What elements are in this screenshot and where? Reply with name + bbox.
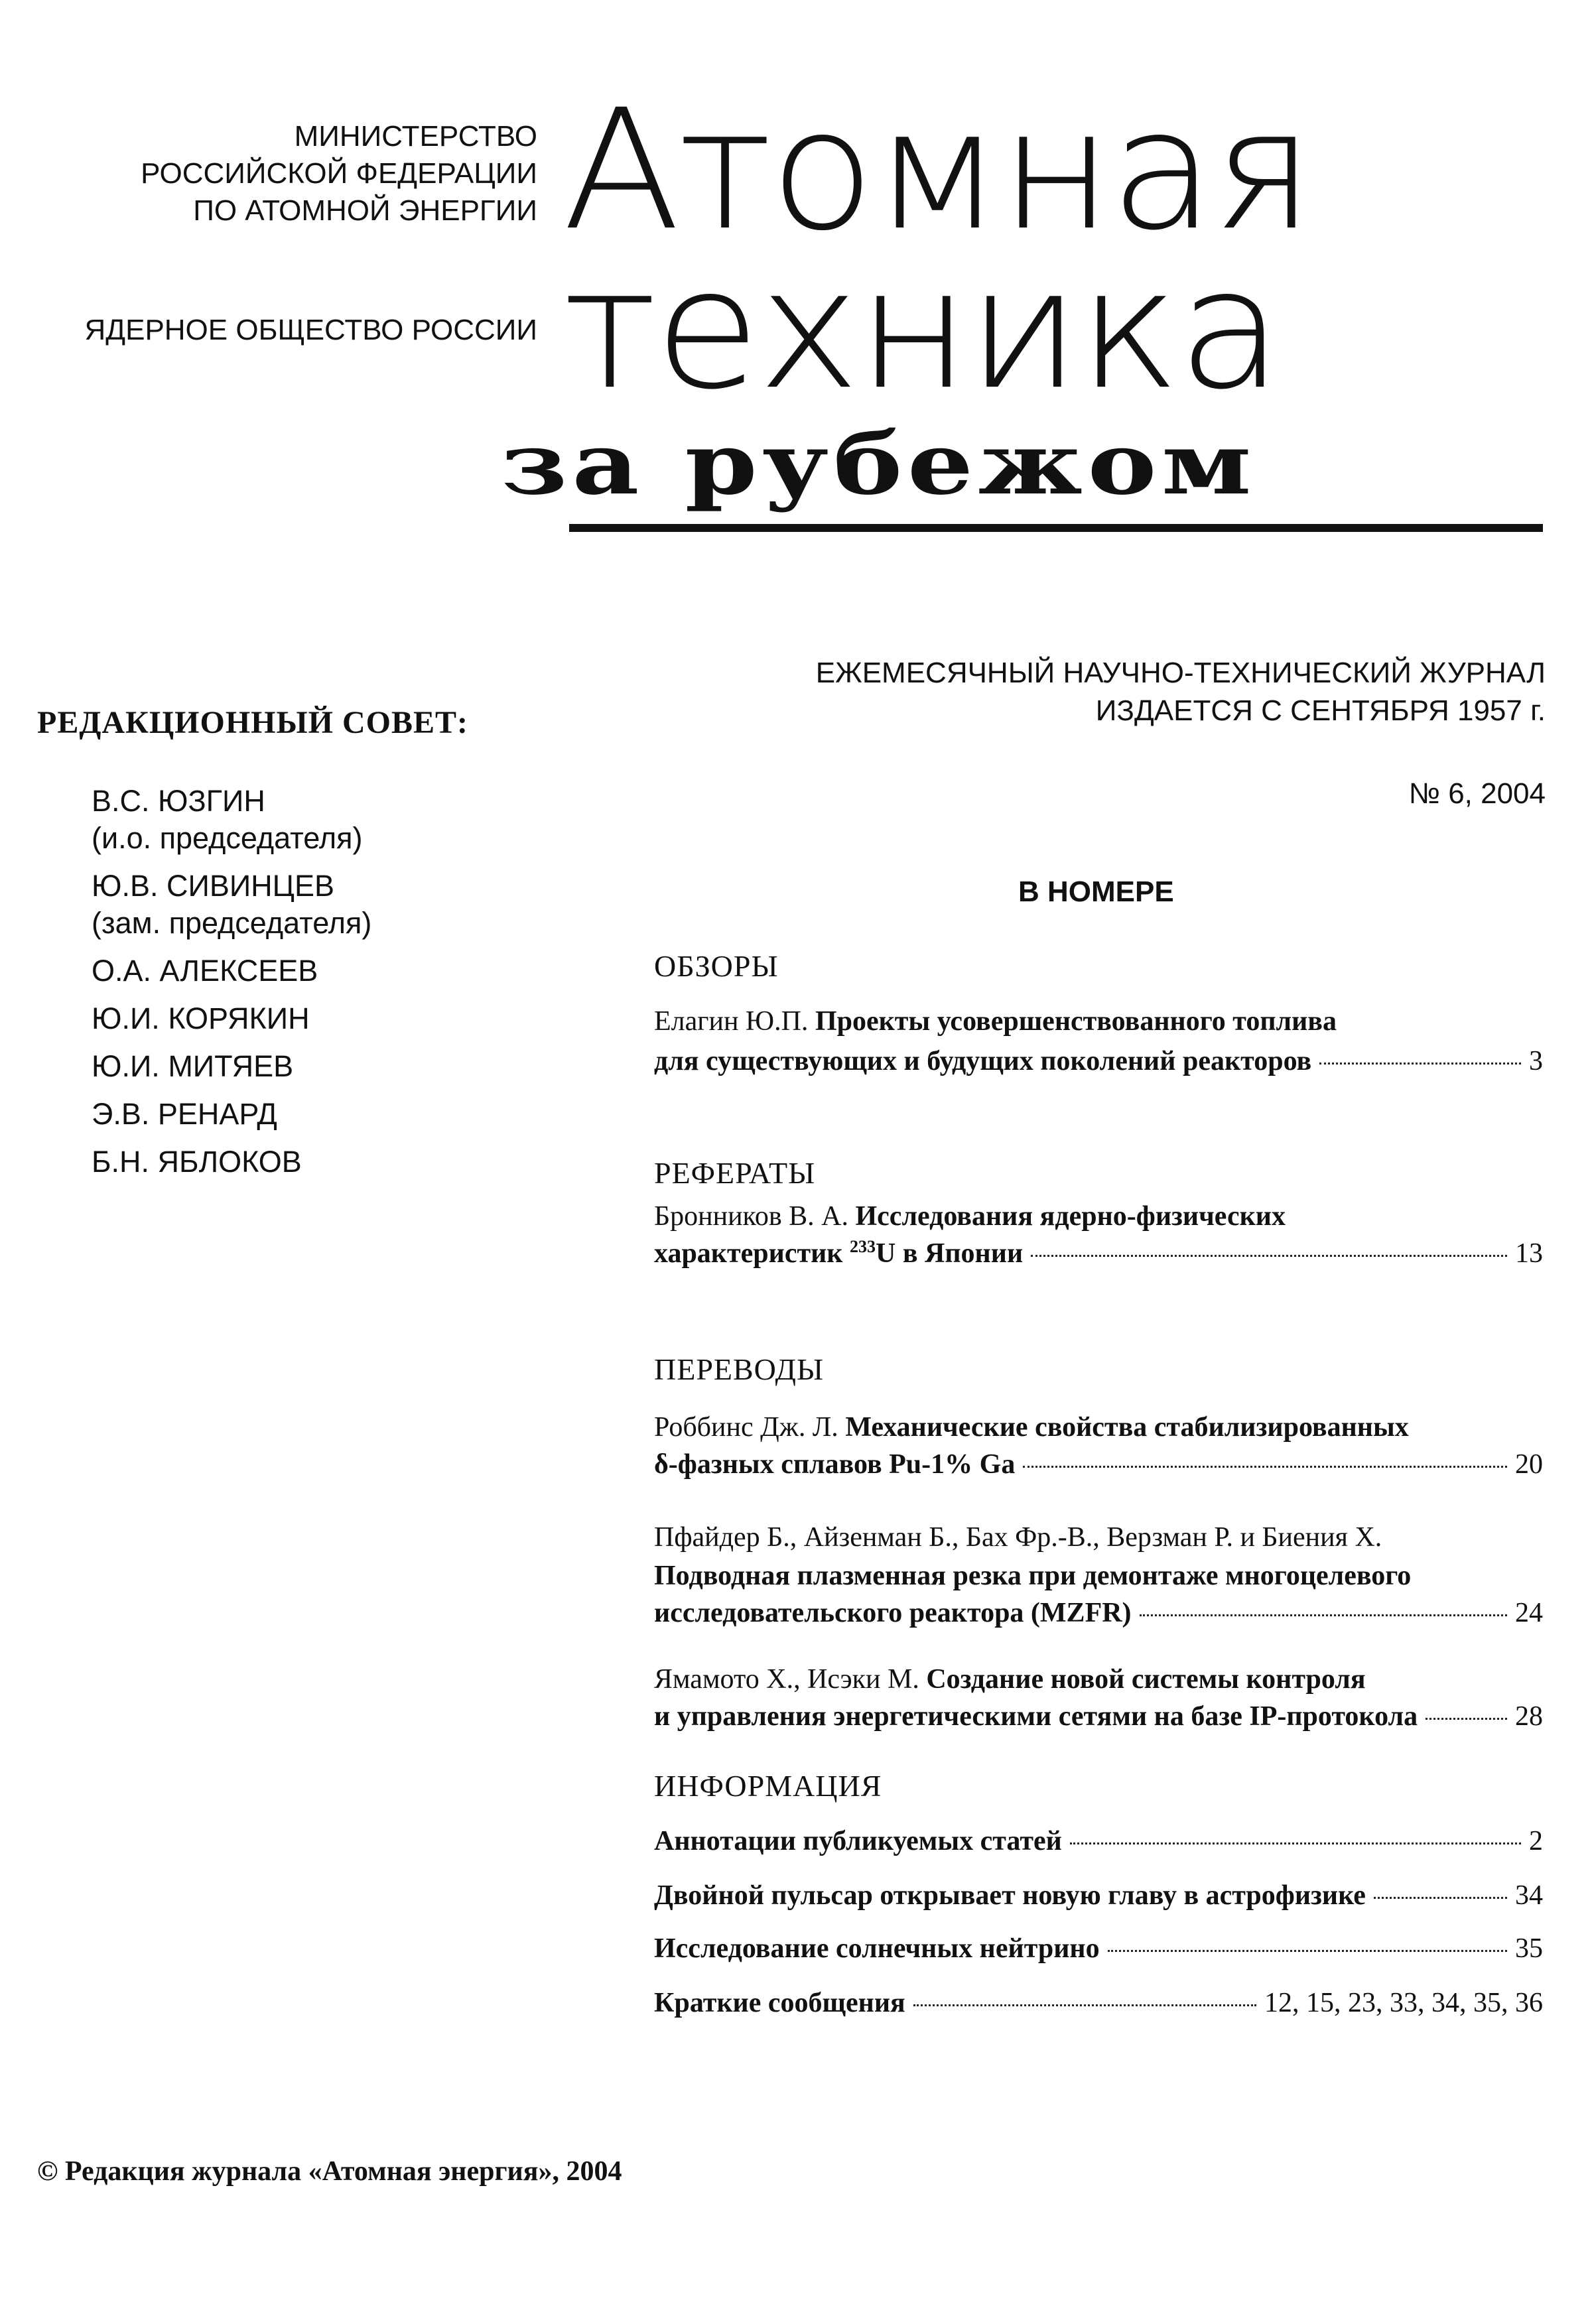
copyright-notice: © Редакция журнала «Атомная энергия», 2004	[37, 2156, 622, 2187]
toc-entry-title: Двойной пульсар открывает новую главу в астрофизике	[654, 1880, 1366, 1911]
toc-entry-author: Ямамото Х., Исэки М.	[654, 1664, 919, 1695]
journal-title-line-2: техника	[563, 233, 1281, 426]
isotope-mass-number: 233	[850, 1237, 876, 1256]
toc-page-number: 20	[1515, 1449, 1543, 1480]
toc-entry-author: Роббинс Дж. Л.	[654, 1412, 838, 1443]
toc-page-number: 28	[1515, 1701, 1543, 1732]
toc-entry-title-part: U в Японии	[876, 1238, 1024, 1269]
toc-page-number: 2	[1529, 1826, 1543, 1856]
dot-leader	[1031, 1255, 1507, 1257]
toc-entry-line[interactable]	[654, 1825, 1543, 1857]
toc-entry-title: Исследование солнечных нейтрино	[654, 1933, 1100, 1964]
publisher-line-society: ЯДЕРНОЕ ОБЩЕСТВО РОССИИ	[84, 314, 537, 346]
toc-entry-author: Пфайдер Б., Айзенман Б., Бах Фр.-В., Верзман Р. и Биения Х.	[654, 1522, 1382, 1553]
toc-entry-title: Краткие сообщения	[654, 1988, 905, 2018]
section-heading-translations: ПЕРЕВОДЫ	[654, 1352, 825, 1386]
board-member-role: (и.о. председателя)	[92, 821, 363, 855]
toc-entry-title-part: характеристик	[654, 1238, 843, 1269]
toc-entry-line[interactable]	[654, 1449, 1543, 1480]
toc-entry-title-line[interactable]	[654, 1196, 1543, 1236]
toc-entry-title: Проекты усовершенствованного топлива	[815, 1006, 1337, 1037]
publisher-line: РОССИЙСКОЙ ФЕДЕРАЦИИ	[141, 157, 537, 190]
dot-leader	[913, 2004, 1256, 2006]
board-member: О.А. АЛЕКСЕЕВ	[92, 954, 318, 988]
toc-entry-author: Елагин Ю.П.	[654, 1006, 809, 1037]
toc-page-number: 34	[1515, 1880, 1543, 1911]
dot-leader	[1374, 1897, 1507, 1899]
toc-entry-title: Аннотации публикуемых статей	[654, 1826, 1062, 1856]
board-member: Ю.И. МИТЯЕВ	[92, 1049, 294, 1083]
publisher-line: МИНИСТЕРСТВО	[294, 120, 537, 153]
toc-page-number: 12, 15, 23, 33, 34, 35, 36	[1264, 1988, 1543, 2018]
section-heading-information: ИНФОРМАЦИЯ	[654, 1769, 882, 1803]
toc-entry-title[interactable]: Подводная плазменная резка при демонтаже многоцелевого	[654, 1561, 1412, 1591]
board-member: Э.В. РЕНАРД	[92, 1097, 277, 1131]
dot-leader	[1023, 1466, 1507, 1468]
section-heading-abstracts: РЕФЕРАТЫ	[654, 1156, 816, 1190]
toc-entry-title-line[interactable]	[654, 1659, 1543, 1699]
board-member: Б.Н. ЯБЛОКОВ	[92, 1145, 302, 1179]
toc-entry-line[interactable]	[654, 1880, 1543, 1911]
toc-page-number: 13	[1515, 1238, 1543, 1269]
toc-entry-title: δ-фазных сплавов Pu-1% Ga	[654, 1449, 1016, 1480]
masthead-rule	[569, 524, 1543, 532]
toc-entry-title-line[interactable]	[654, 1001, 1543, 1041]
dot-leader	[1426, 1718, 1507, 1720]
toc-entry-title: для существующих и будущих поколений реакторов	[654, 1046, 1312, 1076]
board-member: Ю.И. КОРЯКИН	[92, 1001, 310, 1035]
toc-entry-line[interactable]	[654, 1597, 1543, 1629]
board-member-role: (зам. председателя)	[92, 906, 372, 940]
toc-entry-authors[interactable]	[654, 1517, 1543, 1557]
toc-entry-line[interactable]	[654, 1701, 1543, 1732]
publisher-line: ПО АТОМНОЙ ЭНЕРГИИ	[193, 194, 537, 227]
toc-entry-title: Механические свойства стабилизированных	[845, 1412, 1409, 1443]
toc-entry-author: Бронников В. А.	[654, 1201, 848, 1232]
dot-leader	[1108, 1950, 1507, 1952]
issue-number: № 6, 2004	[1408, 777, 1546, 810]
board-member: В.С. ЮЗГИН	[92, 784, 265, 818]
toc-entry-title-line[interactable]	[654, 1407, 1543, 1447]
toc-entry-title: исследовательского реактора (MZFR)	[654, 1598, 1132, 1628]
section-heading-reviews: ОБЗОРЫ	[654, 949, 779, 983]
dot-leader	[1140, 1614, 1507, 1616]
toc-entry-line[interactable]	[654, 1238, 1543, 1269]
editorial-board-heading: РЕДАКЦИОННЫЙ СОВЕТ:	[37, 705, 469, 740]
contents-heading: В НОМЕРЕ	[1018, 875, 1174, 908]
toc-entry-title: Исследования ядерно-физических	[855, 1201, 1286, 1232]
toc-entry-line[interactable]	[654, 1933, 1543, 1965]
toc-page-number: 3	[1529, 1046, 1543, 1076]
journal-description: ЕЖЕМЕСЯЧНЫЙ НАУЧНО-ТЕХНИЧЕСКИЙ ЖУРНАЛ	[815, 657, 1546, 689]
journal-title-line-1: Атомная	[563, 74, 1312, 267]
board-member: Ю.В. СИВИНЦЕВ	[92, 869, 334, 903]
toc-entry-title	[654, 1238, 1023, 1269]
journal-title-line-3: за рубежом	[501, 415, 1256, 514]
toc-page-number: 35	[1515, 1933, 1543, 1964]
toc-entry-line[interactable]	[654, 1987, 1543, 2019]
toc-page-number: 24	[1515, 1598, 1543, 1628]
toc-entry-title: Создание новой системы контроля	[926, 1664, 1366, 1695]
dot-leader	[1070, 1842, 1521, 1844]
toc-entry-line[interactable]	[654, 1045, 1543, 1077]
toc-entry-title: и управления энергетическими сетями на базе IP-протокола	[654, 1701, 1418, 1732]
dot-leader	[1319, 1063, 1521, 1065]
journal-since: ИЗДАЕТСЯ С СЕНТЯБРЯ 1957 г.	[1095, 694, 1546, 727]
